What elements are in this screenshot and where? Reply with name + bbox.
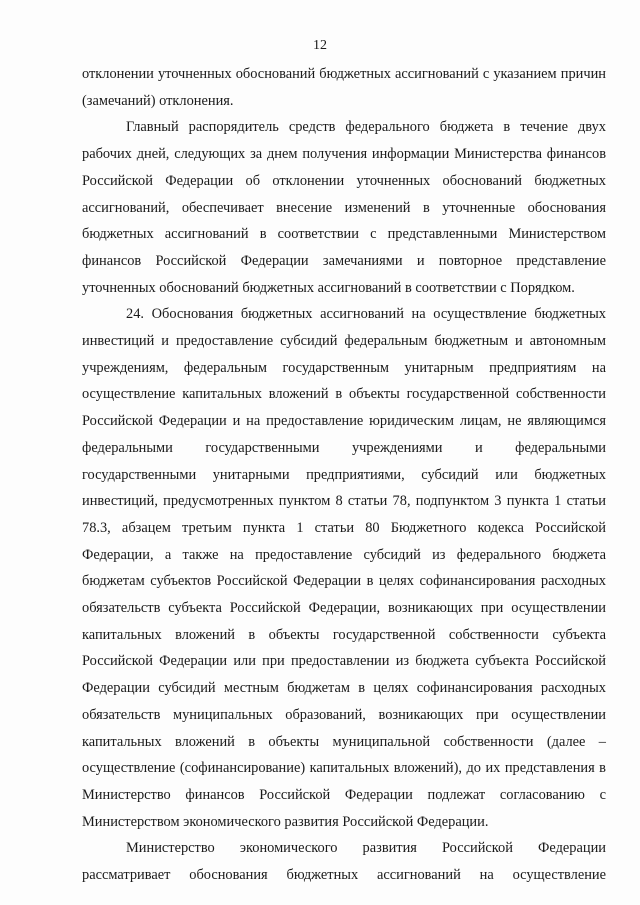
paragraph-rejection-reasons — [82, 61, 606, 114]
text-line: бюджетам субъектов Российской Федерации в целях софинансирования расходных — [82, 573, 606, 590]
paragraph-ministry-review — [82, 835, 606, 888]
text-line: уточненных обоснований бюджетных ассигнований в соответствии с Порядком. — [82, 279, 575, 296]
text-line: Российской Федерации об отклонении уточненных обоснований бюджетных — [82, 172, 606, 189]
text-line: статьи 78.3, абзацем третьим пункта 1 статьи 80 Бюджетного кодекса Российской — [82, 493, 606, 536]
text-line: Российской Федерации или при предоставлении из бюджета субъекта Российской — [82, 653, 606, 670]
text-line: представления в Министерство финансов Российской Федерации подлежат — [82, 760, 606, 803]
text-line: (далее – осуществление (софинансирование) капитальных вложений), до их — [82, 733, 606, 777]
page-number: 12 — [313, 38, 327, 53]
text-line: государственными унитарными предприятиями, субсидий или бюджетных — [82, 466, 606, 483]
text-line: рассматривает обоснования бюджетных ассигнований на осуществление — [82, 867, 606, 884]
text-line: обязательств муниципальных образований, возникающих при осуществлении — [82, 706, 606, 723]
document-body — [82, 61, 606, 889]
paragraph-item-24 — [82, 301, 606, 835]
text-line: инвестиций и предоставление субсидий федеральным бюджетным и автономным — [82, 333, 606, 350]
text-line: Федерации, а также на предоставление субсидий из федерального бюджета — [82, 546, 606, 563]
text-line: финансов Российской Федерации замечаниями и повторное представление — [82, 252, 606, 269]
text-line: Федерации субсидий местным бюджетам в целях софинансирования расходных — [82, 680, 606, 697]
text-line: Главный распорядитель средств федерального бюджета в течение двух — [126, 119, 606, 136]
text-line: рабочих дней, следующих за днем получения информации Министерства финансов — [82, 146, 606, 163]
text-line: Российской Федерации и на предоставление юридическим лицам, не являющимся — [82, 413, 606, 430]
text-line: ассигнований, обеспечивает внесение изменений в уточненные обоснования — [82, 199, 606, 216]
text-line: инвестиций, предусмотренных пунктом 8 статьи 78, подпунктом 3 пункта 1 — [82, 493, 562, 510]
text-line: капитальных вложений в объекты государственной собственности субъекта — [82, 626, 606, 643]
text-line: 24. Обоснования бюджетных ассигнований на осуществление бюджетных — [126, 306, 606, 323]
text-line: Министерство экономического развития Российской Федерации — [126, 840, 606, 857]
text-line: обязательств субъекта Российской Федерации, возникающих при осуществлении — [82, 600, 606, 617]
text-line: учреждениям, федеральным государственным унитарным предприятиям на — [82, 359, 606, 376]
text-line: согласованию с Министерством экономического развития Российской Федерации. — [82, 786, 606, 830]
text-line: федеральными государственными учреждениями и федеральными — [82, 439, 606, 456]
text-line: капитальных вложений в объекты муниципальной собственности — [82, 733, 534, 750]
text-line: отклонении уточненных обоснований бюджетных ассигнований с указанием — [82, 66, 557, 82]
text-line: бюджетных ассигнований в соответствии с представленными Министерством — [82, 226, 606, 243]
text-line: причин (замечаний) отклонения. — [82, 66, 606, 109]
paragraph-chief-administrator — [82, 114, 606, 301]
text-line: осуществление капитальных вложений в объекты государственной собственности — [82, 386, 606, 403]
